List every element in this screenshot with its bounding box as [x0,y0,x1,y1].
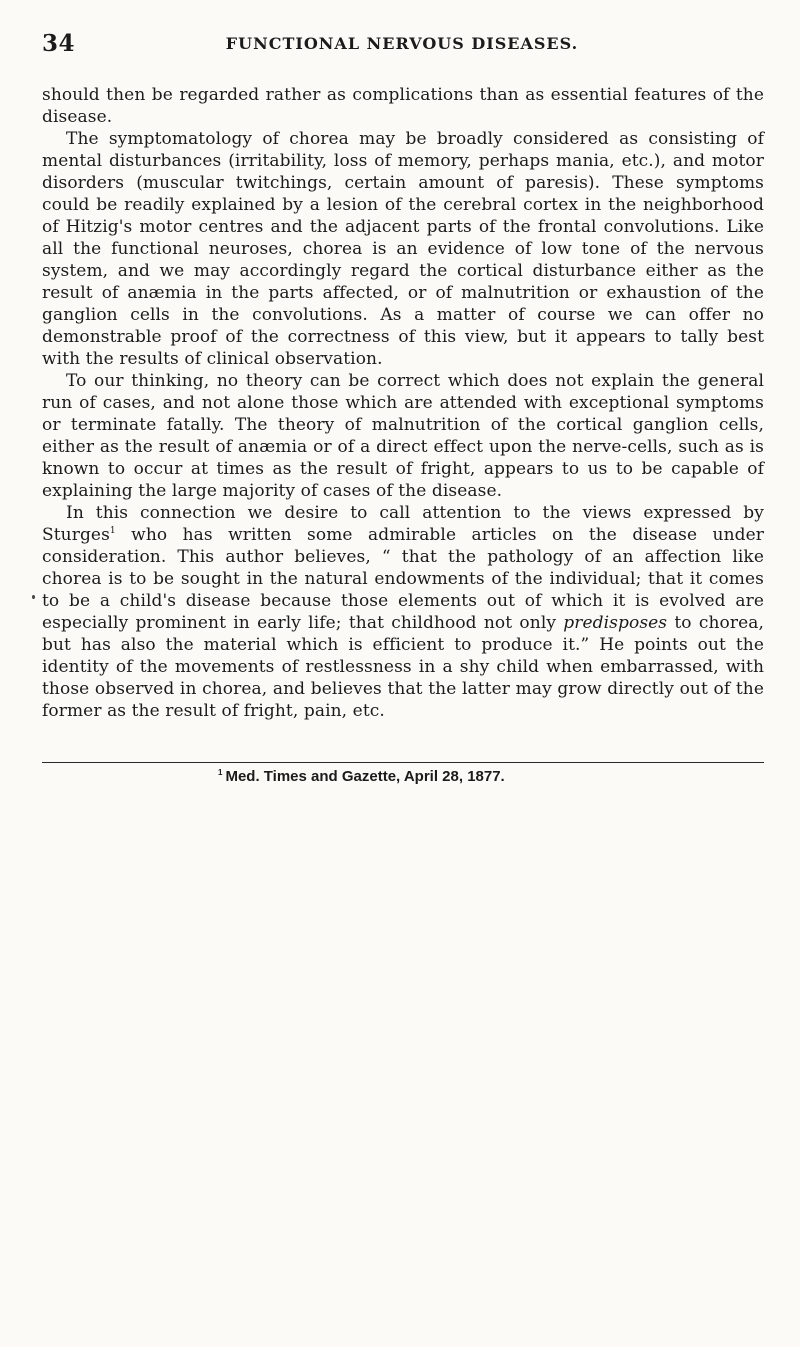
paragraph-1: should then be regarded rather as complications than as essential features of the disease. [42,85,764,127]
footnote-rule [42,762,764,763]
footnote-text: Med. Times and Gazette, April 28, 1877. [225,768,505,785]
paragraph-3: To our thinking, no theory can be correct which does not explain the general run of cases, and not alone those which are attended with exceptional symptoms or terminate fatally. The theory of malnutrition of the cortical ganglion cells, either as the result of anæmia or of a direct effect upon the nerve-cells, such as is known to occur at times as the result of fright, appears to us to be capable of explaining the large majority of cases of the disease. [42,371,764,501]
paragraph-4-part-3: to chorea, but has also the material which is efficient to produce it.” He points out the identity of the movements of restlessness in a shy child when embarrassed, with those observed in chorea, and believes that the latter may grow directly out of the former as the result of fright, pain, etc. [42,613,764,721]
print-speck [32,595,35,599]
footnote-marker: 1 [218,768,223,777]
emphasis-predisposes: predisposes [563,613,668,633]
running-title: FUNCTIONAL NERVOUS DISEASES. [225,34,579,53]
footnote [218,768,505,785]
footnote-reference: 1 [109,526,116,536]
paragraph-4-part-2: who has written some admirable articles on the disease under consideration. This author believes, “ that the pathology of an affection like chorea is to be sought in the natural endowments of the individual; that it comes to be a child's disease because those elements out of which it is evolved are especially prominent in early life; that childhood not only [42,525,764,633]
page-header [42,30,762,58]
paragraph-4-part-1: In this connection we desire to call attention to the views expressed by Sturges [42,503,764,545]
body-text [42,84,764,722]
paragraph-2: The symptomatology of chorea may be broadly considered as consisting of mental disturbances (irritability, loss of memory, perhaps mania, etc.), and motor disorders (muscular twitchings, certain amount of paresis). These symptoms could be readily explained by a lesion of the cerebral cortex in the neighborhood of Hitzig's motor centres and the adjacent parts of the frontal convolutions. Like all the functional neuroses, chorea is an evidence of low tone of the nervous system, and we may accordingly regard the cortical disturbance either as the result of anæmia in the parts affected, or of malnutrition or exhaustion of the ganglion cells in the convolutions. As a matter of course we can offer no demonstrable proof of the correctness of this view, but it appears to tally best with the results of clinical observation. [42,129,764,369]
paragraph-4 [42,502,764,722]
page-number: 34 [42,30,76,57]
